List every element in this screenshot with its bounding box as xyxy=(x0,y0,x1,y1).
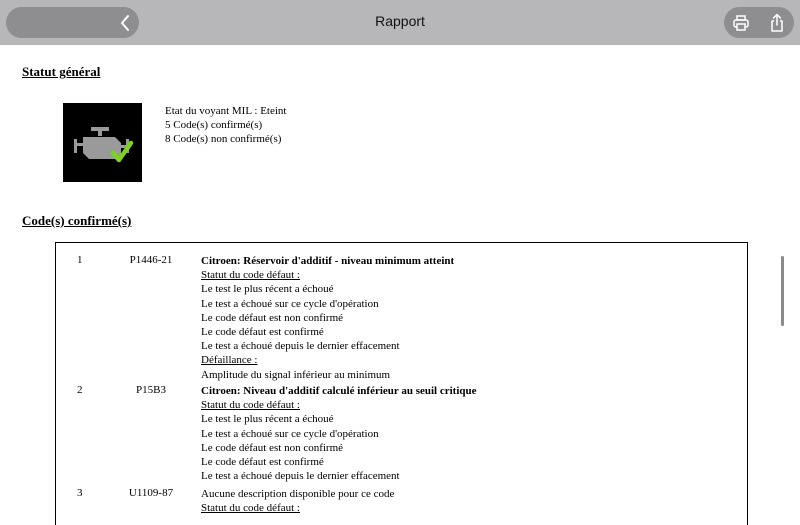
code-number: 1 xyxy=(77,254,83,266)
codes-table xyxy=(55,242,748,525)
status-line: Le code défaut est confirmé xyxy=(201,326,324,339)
printer-icon xyxy=(732,14,750,32)
status-line: Le test a échoué depuis le dernier effacement xyxy=(201,340,400,353)
status-label: Statut du code défaut : xyxy=(201,502,300,515)
status-line: Le test a échoué depuis le dernier effacement xyxy=(201,470,400,483)
mil-status: Etat du voyant MIL : Eteint xyxy=(165,105,287,117)
top-bar xyxy=(0,0,800,45)
status-line: Le code défaut est confirmé xyxy=(201,456,324,469)
status-line: Le test le plus récent a échoué xyxy=(201,283,334,296)
code-description: Citroen: Niveau d'additif calculé inférieur au seuil critique xyxy=(201,385,477,397)
status-line: Le test a échoué sur ce cycle d'opération xyxy=(201,427,379,440)
status-label: Statut du code défaut : xyxy=(201,399,300,412)
status-line: Le test le plus récent a échoué xyxy=(201,413,334,426)
status-line: Le test a échoué sur ce cycle d'opération xyxy=(201,297,379,310)
general-status-lines xyxy=(165,104,286,146)
engine-check-icon xyxy=(63,103,142,182)
confirmed-codes-title: Code(s) confirmé(s) xyxy=(22,213,132,228)
share-button[interactable] xyxy=(760,7,793,38)
code-number: 3 xyxy=(77,487,83,499)
share-icon xyxy=(768,13,786,33)
failure-text: Amplitude du signal inférieur au minimum xyxy=(201,368,391,381)
code-id: P15B3 xyxy=(136,384,166,396)
print-button[interactable] xyxy=(724,7,757,38)
confirmed-count: 5 Code(s) confirmé(s) xyxy=(165,119,263,131)
scrollbar[interactable] xyxy=(781,256,784,326)
code-id: U1109-87 xyxy=(128,487,174,499)
code-id: P1446-21 xyxy=(129,254,173,266)
code-details xyxy=(201,254,741,382)
code-details xyxy=(201,384,741,483)
status-label: Statut du code défaut : xyxy=(201,269,300,282)
code-details xyxy=(201,487,741,515)
page-title: Rapport xyxy=(375,13,425,29)
general-status-title: Statut général xyxy=(22,64,101,79)
status-line: Le code défaut est non confirmé xyxy=(201,311,344,324)
failure-label: Défaillance : xyxy=(201,354,258,367)
code-description: Aucune description disponible pour ce code xyxy=(201,488,395,500)
unconfirmed-count: 8 Code(s) non confirmé(s) xyxy=(165,133,282,145)
status-line: Le code défaut est non confirmé xyxy=(201,441,344,454)
code-number: 2 xyxy=(77,384,83,396)
code-description: Citroen: Réservoir d'additif - niveau minimum atteint xyxy=(201,255,455,267)
